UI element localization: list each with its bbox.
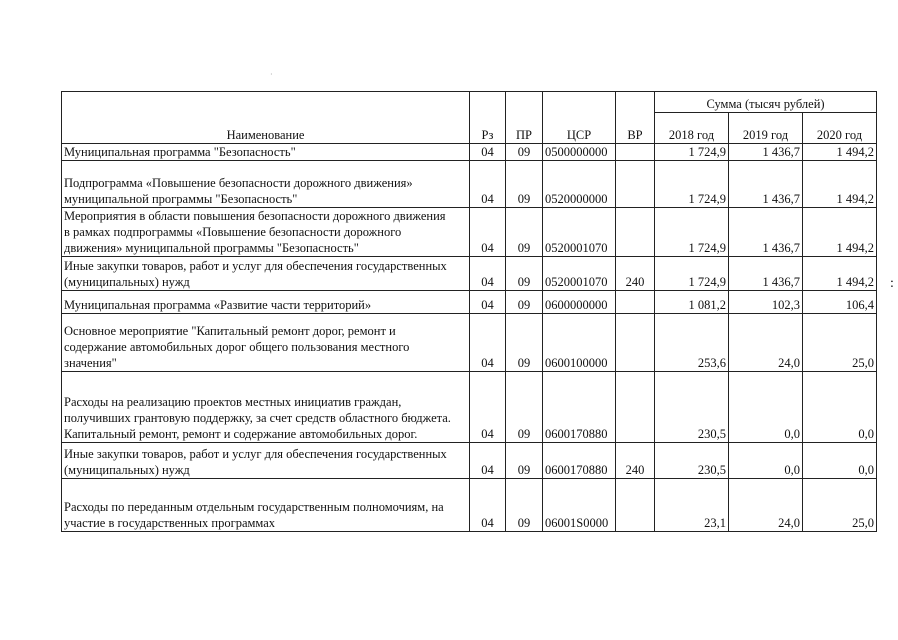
table-row <box>62 443 877 479</box>
row-2018-cell <box>655 144 729 161</box>
row-2019-cell <box>729 372 803 443</box>
row-2019-text: 1 436,7 <box>762 275 800 289</box>
row-2020-text: 106,4 <box>845 298 874 312</box>
header-pr: ПР <box>506 92 543 144</box>
row-name-text: Муниципальная программа "Безопасность" <box>64 145 296 159</box>
row-vr-cell <box>616 443 655 479</box>
table-row <box>62 144 877 161</box>
row-2018-text: 1 724,9 <box>688 192 726 206</box>
row-2018-text: 1 724,9 <box>688 241 726 255</box>
row-name-cell <box>62 479 470 532</box>
margin-mark: : <box>890 276 894 291</box>
row-csr-text: 0600170880 <box>545 463 608 477</box>
table-body <box>62 144 877 532</box>
row-name-cell <box>62 257 470 291</box>
header-name: Наименование <box>62 92 470 144</box>
row-2019-text: 1 436,7 <box>762 145 800 159</box>
row-2018-cell <box>655 443 729 479</box>
table-row <box>62 314 877 372</box>
row-pr-text: 09 <box>517 427 531 441</box>
row-name-text: Муниципальная программа «Развитие части территорий» <box>64 298 372 312</box>
row-pr-cell <box>506 161 543 208</box>
row-2018-cell <box>655 291 729 314</box>
row-2020-text: 0,0 <box>858 463 874 477</box>
row-name-cell <box>62 291 470 314</box>
row-2020-cell <box>803 291 877 314</box>
row-name-text: Иные закупки товаров, работ и услуг для обеспечения государственных (муниципальных) нужд <box>64 447 447 477</box>
scan-dot: · <box>270 70 273 79</box>
row-2018-text: 1 724,9 <box>688 145 726 159</box>
row-name-text: Расходы на реализацию проектов местных инициатив граждан, получивших грантовую поддержку, за счет средств областного бюджета. Капитальный ремонт, ремонт и содержание автомобильных дорог. <box>64 395 451 441</box>
row-name-text: Иные закупки товаров, работ и услуг для обеспечения государственных (муниципальных) нужд <box>64 259 447 289</box>
row-2019-text: 1 436,7 <box>762 192 800 206</box>
row-pr-text: 09 <box>517 275 531 289</box>
row-rz-text: 04 <box>481 298 494 312</box>
row-2018-text: 23,1 <box>704 516 726 530</box>
row-2019-text: 24,0 <box>778 356 800 370</box>
row-2020-text: 1 494,2 <box>836 145 874 159</box>
row-2020-cell <box>803 144 877 161</box>
header-2018: 2018 год <box>655 113 729 144</box>
row-2020-text: 25,0 <box>852 516 874 530</box>
row-pr-text: 09 <box>517 298 531 312</box>
table-row <box>62 257 877 291</box>
row-2020-cell <box>803 443 877 479</box>
row-2018-text: 1 724,9 <box>688 275 726 289</box>
row-2020-cell <box>803 479 877 532</box>
row-pr-text: 09 <box>517 145 531 159</box>
row-csr-text: 0520001070 <box>545 275 608 289</box>
row-rz-cell <box>470 443 506 479</box>
row-2019-text: 0,0 <box>784 427 800 441</box>
row-rz-text: 04 <box>481 356 494 370</box>
row-2019-cell <box>729 291 803 314</box>
row-csr-text: 0600000000 <box>545 298 608 312</box>
header-2019: 2019 год <box>729 113 803 144</box>
row-vr-cell <box>616 144 655 161</box>
row-2020-text: 0,0 <box>858 427 874 441</box>
row-2018-cell <box>655 161 729 208</box>
row-rz-cell <box>470 314 506 372</box>
row-rz-cell <box>470 208 506 257</box>
row-vr-text: 240 <box>625 463 645 477</box>
row-2019-cell <box>729 443 803 479</box>
row-2019-cell <box>729 144 803 161</box>
row-pr-text: 09 <box>517 241 531 255</box>
row-2020-text: 1 494,2 <box>836 192 874 206</box>
row-2019-cell <box>729 257 803 291</box>
row-2018-cell <box>655 208 729 257</box>
row-2019-text: 0,0 <box>784 463 800 477</box>
row-name-text: Расходы по переданным отдельным государственным полномочиям, на участие в государственных программах <box>64 500 444 530</box>
row-pr-text: 09 <box>517 463 531 477</box>
row-2019-cell <box>729 208 803 257</box>
row-csr-cell <box>543 479 616 532</box>
row-rz-text: 04 <box>481 192 494 206</box>
row-2020-cell <box>803 314 877 372</box>
row-2018-text: 230,5 <box>697 463 726 477</box>
row-rz-cell <box>470 372 506 443</box>
row-name-cell <box>62 314 470 372</box>
row-csr-cell <box>543 291 616 314</box>
row-rz-cell <box>470 144 506 161</box>
row-2018-text: 230,5 <box>697 427 726 441</box>
row-2019-cell <box>729 161 803 208</box>
row-csr-text: 0500000000 <box>545 145 608 159</box>
row-csr-cell <box>543 144 616 161</box>
row-csr-text: 0600170880 <box>545 427 608 441</box>
row-2019-cell <box>729 479 803 532</box>
row-csr-cell <box>543 443 616 479</box>
row-pr-cell <box>506 314 543 372</box>
header-csr: ЦСР <box>543 92 616 144</box>
row-csr-text: 06001S0000 <box>545 516 609 530</box>
row-rz-text: 04 <box>481 516 494 530</box>
row-pr-text: 09 <box>517 192 531 206</box>
row-2020-cell <box>803 257 877 291</box>
row-2018-text: 1 081,2 <box>688 298 726 312</box>
row-rz-cell <box>470 257 506 291</box>
header-sum-group: Сумма (тысяч рублей) <box>655 92 877 113</box>
table-row <box>62 208 877 257</box>
table-row <box>62 161 877 208</box>
row-pr-cell <box>506 479 543 532</box>
row-rz-text: 04 <box>481 275 494 289</box>
row-2019-text: 24,0 <box>778 516 800 530</box>
row-pr-text: 09 <box>517 516 531 530</box>
table-row <box>62 372 877 443</box>
row-rz-cell <box>470 479 506 532</box>
row-pr-cell <box>506 144 543 161</box>
row-name-cell <box>62 372 470 443</box>
row-pr-cell <box>506 443 543 479</box>
row-vr-text: 240 <box>625 275 645 289</box>
row-pr-text: 09 <box>517 356 531 370</box>
row-vr-cell <box>616 479 655 532</box>
row-2020-cell <box>803 161 877 208</box>
row-rz-text: 04 <box>481 241 494 255</box>
header-2020: 2020 год <box>803 113 877 144</box>
row-rz-cell <box>470 161 506 208</box>
budget-table <box>61 91 877 532</box>
row-name-cell <box>62 208 470 257</box>
row-vr-cell <box>616 161 655 208</box>
row-rz-text: 04 <box>481 427 494 441</box>
row-rz-text: 04 <box>481 463 494 477</box>
row-2018-cell <box>655 479 729 532</box>
row-2019-text: 1 436,7 <box>762 241 800 255</box>
row-csr-cell <box>543 208 616 257</box>
row-csr-text: 0520000000 <box>545 192 608 206</box>
row-2020-text: 25,0 <box>852 356 874 370</box>
row-csr-cell <box>543 161 616 208</box>
row-name-text: Основное мероприятие "Капитальный ремонт дорог, ремонт и содержание автомобильных дорог общего пользования местного значения" <box>64 324 410 370</box>
row-2020-text: 1 494,2 <box>836 275 874 289</box>
row-2020-text: 1 494,2 <box>836 241 874 255</box>
row-2018-cell <box>655 257 729 291</box>
row-csr-text: 0600100000 <box>545 356 608 370</box>
table-row <box>62 291 877 314</box>
header-vr: ВР <box>616 92 655 144</box>
table-row <box>62 479 877 532</box>
row-rz-cell <box>470 291 506 314</box>
row-vr-cell <box>616 257 655 291</box>
row-name-cell <box>62 443 470 479</box>
row-rz-text: 04 <box>481 145 494 159</box>
row-pr-cell <box>506 291 543 314</box>
row-vr-cell <box>616 314 655 372</box>
row-pr-cell <box>506 372 543 443</box>
row-vr-cell <box>616 372 655 443</box>
row-name-cell <box>62 161 470 208</box>
row-name-text: Мероприятия в области повышения безопасности дорожного движения в рамках подпрограммы «Повышение безопасности дорожного движения» муниципальной программы "Безопасность" <box>64 209 446 255</box>
row-csr-cell <box>543 372 616 443</box>
row-vr-cell <box>616 208 655 257</box>
row-pr-cell <box>506 257 543 291</box>
row-pr-cell <box>506 208 543 257</box>
row-2018-text: 253,6 <box>697 356 726 370</box>
row-2018-cell <box>655 314 729 372</box>
row-vr-cell <box>616 291 655 314</box>
row-csr-cell <box>543 314 616 372</box>
row-2018-cell <box>655 372 729 443</box>
row-2019-cell <box>729 314 803 372</box>
header-rz: Рз <box>470 92 506 144</box>
row-2020-cell <box>803 208 877 257</box>
row-name-cell <box>62 144 470 161</box>
row-2020-cell <box>803 372 877 443</box>
row-2019-text: 102,3 <box>771 298 800 312</box>
row-csr-text: 0520001070 <box>545 241 608 255</box>
row-name-text: Подпрограмма «Повышение безопасности дорожного движения» муниципальной программы "Безопасность" <box>64 176 413 206</box>
row-csr-cell <box>543 257 616 291</box>
